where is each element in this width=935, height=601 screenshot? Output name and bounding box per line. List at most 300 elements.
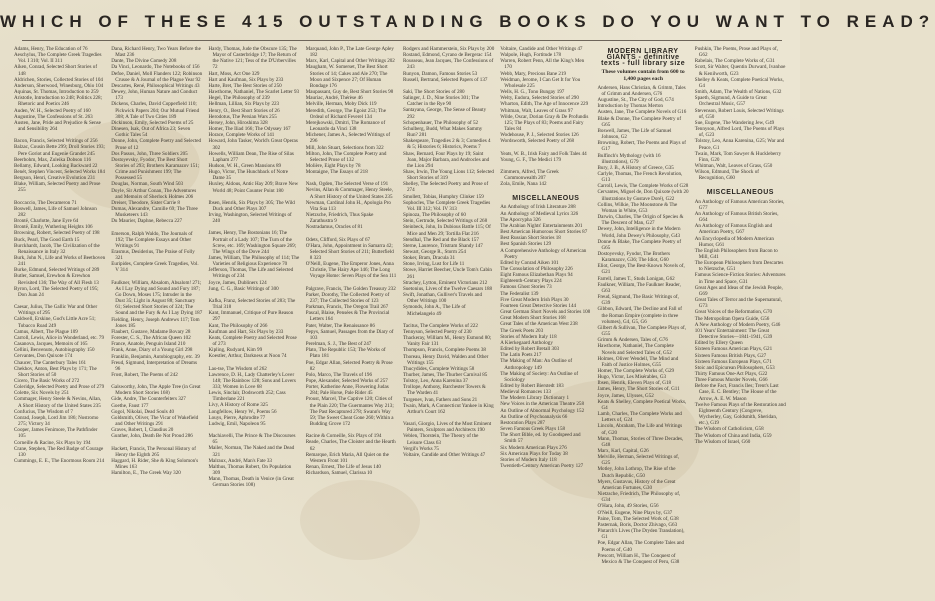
book-entry: Hawthorne, Nathaniel, The Scarlet Letter 93 <box>208 89 300 96</box>
book-entry: Shaw, Irwin, The Young Lions 112; Selected Short Stories of 319 <box>403 168 494 182</box>
book-entry: Stoker, Bram, Dracula 31 <box>403 255 455 262</box>
book-entry: Young, G. F., The Medici 179 <box>500 156 562 163</box>
book-entry: Restoration Plays 287 <box>500 419 545 426</box>
book-entry: Smollett, Tobias, Humphry Clinker 159 <box>403 193 484 200</box>
book-column-6 <box>500 46 591 594</box>
book-entry: Graves, Robert, I, Claudius 20 <box>111 427 174 434</box>
book-entry: Sixteen Famous American Plays, G21 <box>694 346 773 353</box>
book-entry: Howells, William Dean, The Rise of Silas Lapham 277 <box>208 150 294 163</box>
book-entry: Whitman, Walt, Leaves of Grass 97 <box>500 107 573 114</box>
book-entry: Cummings, E. E., The Enormous Room 214 <box>14 458 105 464</box>
book-entry: Machiavelli, The Prince & The Discourses 65 <box>208 433 296 446</box>
book-entry: Seven Famous Greek Plays 158 <box>500 426 566 433</box>
book-entry: Caldwell, Erskine, God's Little Acre 51; Tobacco Road 249 <box>14 316 96 329</box>
book-entry: Hart, Moss, Act One 329 <box>208 70 260 77</box>
book-entry: Hardy, Thomas, Jude the Obscure 135; The Mayor of Casterbridge 17; The Return of the Native 121; Tess of the D'Urbervilles 72 <box>208 46 297 71</box>
book-entry: Hugo, Victor, Les Misérables, G3 <box>597 374 667 381</box>
section-heading: MISCELLANEOUS <box>512 195 580 203</box>
book-entry: Blake, William, Selected Poetry and Prose 255 <box>14 181 101 194</box>
book-entry: New Voices in the American Theatre 258 <box>500 401 584 408</box>
book-entry: Fourteen Great Detective Stories 144 <box>500 302 577 309</box>
book-entry: O'Hara, John, Appointment in Samarra 42; Selected Short Stories of 211; Butterfield 8 323 <box>305 242 394 261</box>
book-entry: Maupassant, Guy de, Best Short Stories 98 <box>305 89 394 96</box>
book-entry: Aldrichen, Stories, Collected Stories of 104 <box>14 76 103 83</box>
book-entry: Cellini, Benvenuto, Autobiography 150 <box>14 347 95 354</box>
book-entry: Conrad, Joseph, Lord Jim 186; Nostromo 275; Victory 34 <box>14 414 99 428</box>
book-entry: A New Anthology of Modern Poetry, G46 <box>694 321 781 328</box>
book-column-8 <box>695 46 786 594</box>
book-entry: Bury, J. B., A History of Greece, G35 <box>597 164 674 171</box>
book-entry: Brontë, Emily, Wuthering Heights 106 <box>14 224 93 231</box>
book-entry: Richardson, Samuel, Clarissa 10 <box>305 470 373 477</box>
book-entry: James, Henry, The Short Stories of, G11 <box>597 386 680 393</box>
book-entry: Maugham, W. Somerset, The Best Short Stories of 14; Cakes and Ale 270; The Moon and Sixpence 27; Of Human Bondage 176 <box>305 64 388 89</box>
book-entry: Gibbon, Edward, The Decline and Fall of the Roman Empire (complete in three volumes), G4, G5, G6 <box>597 306 682 325</box>
book-entry: Thoreau, Henry David, Walden and Other Writings 155 <box>403 353 489 366</box>
book-entry: Caesar, Julius, The Gallic War and Other Writings of 295 <box>14 304 98 317</box>
book-entry: Frank, Anne, Diary of a Young Girl 298 <box>111 347 193 354</box>
book-entry: Dreiser, Theodore, Sister Carrie 8 <box>111 199 180 206</box>
book-entry: Sixteen Famous British Plays, G27 <box>694 352 767 359</box>
book-entry: Lewis, Sinclair, Dodsworth 252; Cass Timberlane 221 <box>208 390 286 403</box>
book-entry: Burke, Edmund, Selected Writings of 289 <box>14 267 100 274</box>
section-heading: MISCELLANEOUS <box>706 189 774 197</box>
book-entry: Mann, Thomas, Stories of Three Decades, G48 <box>597 435 684 448</box>
book-entry: Keats, Complete Poetry and Selected Prose of 273 <box>208 334 297 348</box>
book-entry: Marquand, John P., The Late George Apley 182 <box>305 46 394 59</box>
book-entry: The Metropolitan Opera Guide, G56 <box>694 315 770 322</box>
book-entry: The Wisdom of China and India, G59 <box>694 432 772 439</box>
headline-rule <box>22 40 782 41</box>
book-entry: Marx, Karl, Capital and Other Writings 202 <box>305 58 395 65</box>
book-entry: Paine, Tom, The Selected Work of, G38 <box>597 515 679 522</box>
book-entry: Carroll, Lewis, Alice in Wonderland, etc. 79 <box>14 334 105 341</box>
book-entry: Lamb, Charles, The Complete Works and Letters of, G24 <box>597 411 682 424</box>
book-entry: An Encyclopedia of Modern American Humor, G61 <box>694 235 774 248</box>
book-entry: The English Philosophers from Bacon to Mill, G41 <box>694 247 778 260</box>
book-entry: Melville, Herman, Selected Writings of, G25 <box>597 454 680 467</box>
book-entry: Hackett, Francis, The Personal History of Henry the Eighth 265 <box>111 445 196 458</box>
book-entry: Emerson, Ralph Waldo, The Journals of 192; The Complete Essays and Other Writings 91 <box>111 230 193 249</box>
book-entry: Prescott, William H., The Conquest of Mexico & The Conquest of Peru, G38 <box>597 552 680 565</box>
book-entry: Donne, John, Complete Poetry and Selected Prose of 12 <box>111 138 202 151</box>
book-entry: The Making of Man: An Outline of Anthropology 149 <box>500 358 573 371</box>
book-entry: Longfellow, Henry W., Poems 56 <box>208 408 277 415</box>
book-entry: Malthus, Thomas Robert, On Population 309 <box>208 463 292 476</box>
book-entry: An Outline of Abnormal Psychology 152 <box>500 407 585 414</box>
book-entry: Proust, Marcel, The Captive 120; Cities of the Plain 220; The Guermantes Way 213; The Past Recaptured 278; Swann's Way 59; The Sweet Cheat Gone 260; Within a Budding Grove 172 <box>305 396 394 428</box>
book-entry: Collins, Wilkie, The Moonstone & The Woman in White, G53 <box>597 201 678 214</box>
book-entry: Faulkner, William, Absalom, Absalom! 271; As I Lay Dying and Sound and Fury 187; Go Down, Moses 175; Intruder in the Dust 35; Light in August 88; Sanctuary 61; Selected Short Stories of 324; The Sound and the Fury & As I Lay Dying 187 <box>111 279 203 317</box>
book-entry: Dumas, Alexandre, Camille 69; The Three Musketeers 143 <box>111 206 198 219</box>
book-entry: The Wisdom of Catholicism, G58 <box>694 426 764 433</box>
book-entry: Crane, Stephen, The Red Badge of Courage 130 <box>14 445 104 458</box>
book-entry: Poe, Edgar Allan, The Complete Tales and Poems of, G40 <box>597 540 685 553</box>
book-entry: Darwin, Charles, The Origin of Species & The Descent of Man, G27 <box>597 214 684 227</box>
book-entry: Myers, Gustavus, History of the Great American Fortunes, G30 <box>597 478 676 491</box>
book-entry: Defoe, Daniel, Moll Flanders 122; Robinson Crusoe & A Journal of the Plague Year 92 <box>111 70 203 83</box>
book-entry: Gunther, John, Death Be Not Proud 286 <box>111 433 193 440</box>
book-entry: Austen, Jane, Pride and Prejudice & Sense and Sensibility 264 <box>14 119 101 133</box>
book-entry: Livy, A History of Rome 325 <box>208 402 268 409</box>
book-entry: Dickinson, Emily, Selected Poems of 25 <box>111 119 194 126</box>
book-entry: Sixteen Famous European Plays, G71 <box>694 358 772 365</box>
book-entry: Great Modern Short Stories 168 <box>500 315 566 322</box>
book-entry: Lawrence, D. H., Lady Chatterley's Lover 148; The Rainbow 128; Sons and Lovers 333; Women in Love 68 <box>208 371 296 390</box>
book-entry: Hellman, Lillian, Six Plays by 223 <box>208 101 280 108</box>
book-entry: Plato, The Republic 153; The Works of Plato 181 <box>305 347 386 360</box>
book-entry: Farrell, James T., Studs Lonigan, G62 <box>597 275 675 282</box>
book-entry: Meredith, George, The Egoist 253; The Ordeal of Richard Feverel 134 <box>305 107 386 120</box>
book-entry: Galsworthy, John, The Apple Tree (in Great Modern Short Stories 168) <box>111 384 201 397</box>
book-entry: Stowe, Harriet Beecher, Uncle Tom's Cabin 261 <box>403 267 492 280</box>
book-entry: Newman, Cardinal John H., Apologia Pro Vita Sua 113 <box>305 199 391 212</box>
book-entry: Zola, Emile, Nana 142 <box>500 181 547 188</box>
book-entry: Dostoyevsky, Fyodor, The Best Short Stories of 293; Brothers Karamazov 151; Crime and Punishment 199; The Possessed 55 <box>111 156 200 182</box>
book-entry: Pater, Walter, The Renaissance 86 <box>305 322 375 329</box>
book-entry: Burckhardt, Jacob, The Civilization of the Renaissance in Italy 32 <box>14 242 100 255</box>
book-entry: Lao-tse, The Wisdom of 262 <box>208 365 267 372</box>
spacer <box>500 187 591 193</box>
book-column-5 <box>403 46 494 594</box>
book-entry: Stone, Irving, Lust for Life 11 <box>403 261 465 268</box>
book-entry: Adams, Henry, The Education of 76 <box>14 46 88 52</box>
book-entry: Pascal, Blaise, Pensées & The Provincial Letters 164 <box>305 310 390 323</box>
book-entry: Rabelais, The Complete Works of, G31 <box>694 58 775 65</box>
book-entry: O'Neill, Eugene, Nine Plays by, G37 <box>597 509 673 516</box>
book-entry: Great Tales of the American West 238 <box>500 321 578 328</box>
book-entry: Stein, Gertrude, Selected Writings of 268 <box>403 218 488 225</box>
book-entry: Turgenev, Ivan, Fathers and Sons 21 <box>403 396 478 403</box>
book-entry: Hegel, The Philosophy of 239 <box>208 95 270 102</box>
book-entry: Five Great Modern Irish Plays 30 <box>500 296 569 303</box>
book-entry: The Making of Society: An Outline of Sociology <box>500 370 579 383</box>
book-entry: Nash, Ogden, The Selected Verse of 191 <box>305 181 389 188</box>
book-entry: Mailer, Norman, The Naked and the Dead 321 <box>208 445 295 458</box>
book-entry: Veblen, Thorstein, The Theory of the Leisure Class 63 <box>403 433 479 446</box>
book-entry: Dewey, John, Intelligence in the Modern World, John Dewey's Philosophy, G43 <box>597 226 681 239</box>
book-entry: The European Philosophers from Descartes to Nietzsche, G51 <box>694 260 784 273</box>
book-entry: An Anthology of Famous English and American Poetry, G67 <box>694 223 773 236</box>
book-entry: Russell, Bertrand, Selected Papers of 137 <box>403 76 488 83</box>
book-entry: A Kierkegaard Anthology <box>500 339 553 346</box>
book-entry: Colette, Six Novels by 251 <box>14 390 70 397</box>
book-entry: Edited by Conrad Aiken 101 <box>500 259 559 266</box>
book-entry: Faulkner, William, The Faulkner Reader, G63 <box>597 281 681 294</box>
book-entry: Walpole, Hugh, Fortitude 178 <box>500 52 562 59</box>
book-entry: Koestler, Arthur, Darkness at Noon 74 <box>208 353 287 360</box>
book-entry: Tolstoy, Leo, Anna Karenina 37 <box>403 378 468 385</box>
book-entry: Medieval Romances 133 <box>500 389 551 396</box>
book-entry: Edited by Robert Bretall 303 <box>500 346 560 353</box>
book-entry: Aeschylus, The Complete Greek Tragedies Vol. I 310; Vol. II 311 <box>14 52 102 65</box>
book-entry: The Wisdom of Israel, G60 <box>694 438 751 445</box>
book-entry: Fielding, Henry, Joseph Andrews 117; Tom Jones 185 <box>111 316 200 329</box>
book-entry: Bulfinch's Mythology (with 16 illustrations), G79 <box>597 152 661 165</box>
book-entry: Renan, Ernest, The Life of Jesus 140 <box>305 464 381 470</box>
book-entry: Best Russian Short Stories 18 <box>500 235 561 242</box>
book-entry: Cervantes, Miguel de, Don Quixote (with 20 illustrations by Gustave Doré), G22 <box>597 189 689 202</box>
book-entry: Aquinas, St. Thomas, Introduction to 259 <box>14 89 99 96</box>
book-entry: Kant, The Philosophy of 266 <box>208 322 268 329</box>
book-entry: Augustine, The Confessions of St. 263 <box>14 113 93 120</box>
book-entry: Byron, Lord, The Selected Poetry of 195; Don Juan 24 <box>14 285 99 298</box>
book-entry: Chekhov, Anton, Best Plays by 171; The Short Stories of 50 <box>14 365 97 378</box>
book-entry: Boswell, James, Life of Samuel Johnson 282 <box>14 205 97 218</box>
book-column-2 <box>111 46 202 594</box>
page-headline: WHICH OF THESE 415 OUTSTANDING BOOKS DO YOU WANT TO READ? <box>0 12 935 31</box>
book-entry: Hart and Kaufman, Six Plays by 233 <box>208 76 284 83</box>
book-entry: Hersey, John, Hiroshima 328 <box>208 119 268 126</box>
book-entry: Goethe, Faust 177 <box>111 402 149 409</box>
book-entry: Wodehouse, P. J., Selected Stories 126 <box>500 132 579 139</box>
book-entry: Rostand, Edmond, Cyrano de Bergerac 154 <box>403 52 492 59</box>
book-entry: Flaubert, Gustave, Madame Bovary 28 <box>111 328 191 335</box>
book-entry: Buck, Pearl, The Good Earth 15 <box>14 236 80 243</box>
book-entry: Salinger, J. D., Nine Stories 301; The Catcher in the Rye 90 <box>403 95 480 108</box>
book-entry: Aristotle, Introduction to 248; Politics 228; Rhetoric and Poetics 246 <box>14 95 103 108</box>
book-entry: Thackeray, William M., Henry Esmond 80; Vanity Fair 131 <box>403 335 492 348</box>
book-entry: Confucius, The Wisdom of 7 <box>14 408 73 415</box>
book-entry: Nietzsche, Friedrich, The Philosophy of, G34 <box>597 491 681 504</box>
book-entry: Thucydides, Complete Writings 58 <box>403 365 475 372</box>
book-entry: Voltaire, Candide and Other Writings 47 <box>403 451 486 458</box>
book-entry: The Short Bible, ed. by Goodspeed and Smith 57 <box>500 432 581 445</box>
book-entry: Whitman, Walt, Leaves of Grass, G50 <box>694 162 773 169</box>
book-entry: Best Spanish Stories 129 <box>500 241 552 248</box>
book-entry: Holmes, Oliver Wendell, The Mind and Faith of Justice Holmes, G55 <box>597 355 679 368</box>
book-entry: Twentieth-Century American Poetry 127 <box>500 463 584 469</box>
book-entry: Ludwig, Emil, Napoleon 95 <box>208 420 266 427</box>
book-entry: Joyce, James, Ulysses, G52 <box>597 392 654 399</box>
book-entry: Carroll, Lewis, The Complete Works of G28 <box>597 183 689 190</box>
book-entry: Nevins, Allan & Commager, Henry Steele, A Short History of the United States 235 <box>305 187 393 200</box>
book-entry: Poe, Edgar Allan, Selected Poetry & Prose 82 <box>305 359 393 372</box>
book-entry: Porter, Katherine Anne, Flowering Judas 284; Pale Horse, Pale Rider 45 <box>305 384 389 397</box>
book-entry: An Anthology of Famous British Stories, G64 <box>694 210 779 224</box>
book-entry: Odets, Clifford, Six Plays of 67 <box>305 236 371 243</box>
book-entry: Molière, Eight Plays by 78 <box>305 162 361 169</box>
book-entry: Douglas, Norman, South Wind 503 <box>111 181 184 188</box>
book-entry: Jung, C. G., Basic Writings of 300 <box>208 285 279 292</box>
book-entry: Anderson, Sherwood, Winesburg, Ohio 104 <box>14 82 104 89</box>
book-entry: Swift, Jonathan, Gulliver's Travels and Other Writings 100 <box>403 292 483 305</box>
book-entry: Harte, Bret, The Best Stories of 250 <box>208 82 282 89</box>
book-entry: Andersen, Hans Christian, & Grimm, Tales of Grimm and Andersen, G76 <box>597 84 686 97</box>
book-entry: Bacon, Francis, Selected Writings of 256 <box>14 138 98 145</box>
book-entry: Perelman, S. J., The Best of 247 <box>305 341 372 348</box>
book-entry: James, Henry, The Bostonians 16; The Portrait of a Lady 107; The Turn of the Screw, etc. 169; Washington Square 269; The Wings of the Dove 244 <box>208 230 297 255</box>
book-entry: The Modern Library Dictionary 1 <box>500 395 569 402</box>
book-entry: Brontë, Charlotte, Jane Eyre 64 <box>14 218 79 225</box>
book-entry: Du Maurier, Daphne, Rebecca 227 <box>111 218 183 225</box>
book-entry: Austen, Jane, The Complete Novels of G16 <box>597 109 687 116</box>
book-entry: Twain, Mark, A Connecticut Yankee in King Arthur's Court 162 <box>403 402 494 415</box>
book-entry: Sue, Eugene, The Wandering Jew, G49 <box>694 119 775 126</box>
book-entry: Corneille & Racine, Six Plays by 194 <box>14 439 91 446</box>
book-entry: Goldsmith, Oliver, The Vicar of Wakefield and Other Writings 291 <box>111 414 199 428</box>
book-entry: Grimm & Andersen, Tales of, G76 <box>597 337 668 344</box>
book-entry: An Anthology of Medieval Lyrics 326 <box>500 210 579 217</box>
book-entry: Gide, Andre, The Counterfeiters 327 <box>111 396 186 403</box>
book-entry: Wilde, Oscar, Dorian Gray & De Profundis 125; The Plays of 83; Poems and Fairy Tales 84 <box>500 113 589 133</box>
book-entry: Strachey, Lytton, Eminent Victorians 212 <box>403 279 488 286</box>
book-entry: Cicero, The Basic Works of 272 <box>14 377 80 384</box>
spacer <box>695 181 786 187</box>
book-entry: Frost, Robert, The Poems of 242 <box>111 371 178 378</box>
book-entry: Mauriac, André, Thérèse 46 <box>305 95 363 102</box>
book-entry: Boswell, James, The Life of Samuel Johnson, G2 <box>597 127 672 141</box>
book-entry: Hawthorne, Nathaniel, The Complete Novels and Selected Tales of, G52 <box>597 343 674 356</box>
book-entry: Trollope, Anthony, Barchester Towers & The Warden 41 <box>403 384 486 397</box>
book-entry: Dinesen, Isak, Out of Africa 23; Seven Gothic Tales 54 <box>111 126 191 139</box>
book-entry: Joyce, James, Dubliners 124 <box>208 279 267 286</box>
book-entry: Mann, Thomas, Death in Venice (in Great German Stories 108) <box>208 476 294 489</box>
book-entry: Shakespeare, Tragedies 2 & 3; Comedies 4 & 5; Histories 6; Historics, Poems 7 <box>403 138 491 151</box>
book-entry: Dos Passos, John, Three Soldiers 205 <box>111 150 188 157</box>
book-entry: Pope, Alexander, Selected Works of 257 <box>305 377 388 384</box>
book-entry: Saki, The Short Stories of 280 <box>403 88 465 95</box>
book-entry: Thurber, James, The Thurber Carnival 85 <box>403 371 488 378</box>
book-entry: Tennyson, Alfred Lord, The Poems of Plays of, G23 <box>694 126 785 139</box>
book-entry: Mill, John Stuart, Selections from 322 <box>305 144 384 151</box>
book-entry: Steinbeck, John, In Dubious Battle 115; Of Mice and Men 29; Tortilla Flat 216 <box>403 224 491 237</box>
book-entry: Tacitus, The Complete Works of 222 <box>403 322 478 329</box>
book-entry: Gilbert & Sullivan, The Complete Plays of, G55 <box>597 324 686 338</box>
book-entry: Kipling, Rudyard, Kim 99 <box>208 347 263 354</box>
book-entry: Howard, John Tasker, World's Great Operas 302 <box>208 138 298 151</box>
book-entry: O'Hara, John, 49 Stories, G56 <box>597 503 659 510</box>
book-entry: The Consolation of Philosophy 226 <box>500 266 573 272</box>
book-entry: Wells, H. G., Tono Bungay 197 <box>500 89 565 96</box>
book-entry: Bellamy, Edward, Looking Backward 22 <box>14 162 98 169</box>
book-entry: Freud, Sigmund, Interpretation of Dreams 96 <box>111 359 197 372</box>
book-entry: 101 Years' Entertainment: The Great Detective Stories—1841-1941, G39 <box>694 327 773 341</box>
book-entry: Palgrave, Francis, The Golden Treasury 232 <box>305 285 396 292</box>
book-entry: Milton, John, The Complete Poetry and Selected Prose of 132 <box>305 150 387 163</box>
book-entry: Famous Ghost Stories 73 <box>500 284 552 291</box>
book-entry: Hugo, Victor, The Hunchback of Notre Dame 35 <box>208 169 289 182</box>
book-entry: Famous Science-Fiction Stories: Adventures in Time and Space, G31 <box>694 272 786 285</box>
book-entry: Carlyle, Thomas, The French Revolution, G13 <box>597 170 683 184</box>
book-entry: Hudson, W. H., Green Mansions 89 <box>208 162 282 169</box>
book-entry: Doyle, Sir Arthur Conan, The Adventures and Memoirs of Sherlock Holmes 206 <box>111 187 197 200</box>
book-entry: The Arabian Nights' Entertainments 201 <box>500 222 583 229</box>
book-entry: Erasmus, Desiderius, The Praise of Folly 321 <box>111 249 195 262</box>
book-entry: Jefferson, Thomas, The Life and Selected Writings of 234 <box>208 267 294 280</box>
book-entry: Homer, The Iliad 166; The Odyssey 167 <box>208 126 291 133</box>
book-entry: Browning, Robert, The Poems and Plays of G17 <box>597 140 686 153</box>
book-entry: Sophocles, The Complete Greek Tragedies Vol. III 312; Vol. IV 313 <box>403 199 491 212</box>
book-entry: Homer, The Complete Works of, G29 <box>597 367 675 374</box>
book-entry: Butler, Samuel, Erewhon & Erewhon Revisited 136; The Way of All Flesh 13 <box>14 273 99 286</box>
book-entry: Coleridge, Selected Poetry and Prose of 279 <box>14 384 105 391</box>
book-entry: Parkman, Francis, The Oregon Trail 267 <box>305 304 389 311</box>
book-entry: Stories of Modern Italy 118 <box>500 456 557 463</box>
book-entry: Euripides, Complete Greek Tragedies, Vol. V 314 <box>111 261 199 274</box>
book-entry: Aiken, Conrad, Selected Short Stories of 148 <box>14 64 98 77</box>
book-entry: Kafka, Franz, Selected Stories of 283; The Trial 318 <box>208 297 296 311</box>
book-entry: Voltaire, Candide and Other Writings 47 <box>500 46 583 52</box>
book-entry: Commager, Henry Steele & Nevins, Allan, A Short History of the United States 235 <box>14 396 102 409</box>
book-entry: Irving, Washington, Selected Writings of 240 <box>208 212 292 225</box>
book-entry: An Anthology of Irish Literature 288 <box>500 204 576 211</box>
book-entry: Franklin, Benjamin, Autobiography, etc. 39 <box>111 353 200 360</box>
book-entry: Nietzsche, Friedrich, Thus Spake Zarathustra 9 <box>305 212 374 225</box>
book-entry: Vasari, Giorgio, Lives of the Most Eminent Painters, Sculptors and Architects 190 <box>403 421 492 434</box>
book-entry: The Greek Poets 203 <box>500 327 544 334</box>
book-entry: Schopenhauer, The Philosophy of 52 <box>403 119 479 126</box>
book-entry: Great Ages and Ideas of the Jewish People, G69 <box>694 284 783 297</box>
book-entry: Motley, John Lothrop, The Rise of the Dutch Republic, G50 <box>597 466 676 479</box>
book-entry: Eliot, George, The Best-Known Novels of, G21 <box>597 263 685 276</box>
book-entry: Freud, Sigmund, The Basic Writings of, G39 <box>597 294 679 307</box>
book-entry: Browning, Robert, Selected Poetry of 198 <box>14 230 100 237</box>
book-entry: Melville, Herman, Moby Dick 119 <box>305 101 377 108</box>
book-entry: An Anthology of Famous American Stories, G77 <box>694 198 785 211</box>
book-entry: Eighteenth-Century Plays 224 <box>500 278 562 285</box>
book-entry: Pepys, Samuel, Passages from the Diary of 103 <box>305 328 394 341</box>
book-entry: Thirty Famous One-Act Plays, G22 <box>694 370 768 377</box>
book-entry: Pushkin, The Poems, Prose and Plays of, G62 <box>694 46 778 59</box>
book-entry: Forester, C. S., The African Queen 102 <box>111 335 191 342</box>
book-entry: Tolstoy, Leo, Anna Karenina, G25; War and Peace, G1 <box>694 138 785 151</box>
book-entry: Rodgers and Hammerstein, Six Plays by 200 <box>403 46 495 52</box>
book-entry: Camus, Albert, The Plague 109 <box>14 328 78 335</box>
book-entry: Huxley, Aldous, Antic Hay 209; Brave New World 48; Point Counter Point 180 <box>208 181 299 194</box>
book-entry: Burk, John N., Life and Works of Beethoven 241 <box>14 255 106 268</box>
book-entry: The Latin Poets 217 <box>500 352 542 359</box>
book-entry: Webb, Mary, Precious Bane 219 <box>500 70 566 77</box>
book-entry: The Apocrypha 326 <box>500 216 541 223</box>
book-entry: Parker, Dorothy, The Collected Poetry of 237; The Collected Stories of 123 <box>305 291 390 304</box>
book-entry: Kaufman and Hart, Six Plays by 233 <box>208 328 284 335</box>
book-entry: Montaigne, The Essays of 218 <box>305 169 368 176</box>
book-entry: Stories of Modern Italy 118 <box>500 333 557 340</box>
book-entry: Smith, Adam, The Wealth of Nations, G32 <box>694 89 782 96</box>
book-entry: Shelley, The Selected Poetry and Prose of 274 <box>403 181 489 194</box>
book-entry: Descartes, René, Philosophical Writings 43 <box>111 82 200 89</box>
book-entry: Runyon, Damon, Famous Stories 53 <box>403 70 478 77</box>
book-entry: Henry, O., Best Short Stories of 26 <box>208 107 280 114</box>
book-entry: Pasternak, Boris, Doctor Zhivago, G63 <box>597 521 678 528</box>
book-entry: Dickens, Charles, David Copperfield 110; Pickwick Papers 204; Our Mutual Friend 308; A Tale of Two Cities 189 <box>111 101 200 120</box>
book-entry: Horace, Complete Works of 141 <box>208 132 275 139</box>
book-entry: Great German Short Novels and Stories 108 <box>500 309 591 316</box>
book-entry: Warren, Robert Penn, All the King's Men 170 <box>500 58 585 71</box>
book-entry: Kant, Immanuel, Critique of Pure Reason 297 <box>208 310 294 323</box>
book-entry: The Federalist 139 <box>500 290 539 297</box>
book-entry: Blake & Donne, The Complete Poetry of G65 <box>597 115 682 128</box>
book-entry: Benét, Stephen Vincent, Selected Works 184 <box>14 168 105 175</box>
book-entry: Remarque, Erich Maria, All Quiet on the Western Front 101 <box>305 451 389 464</box>
book-entry: Before the Fact, Francis Iles; Trent's Last Case, E. C. Bentley; The House of the Arrow, A. E. W. Mason <box>694 383 779 402</box>
book-entry: Merejkowski, Dmitri, The Romance of Leonardo da Vinci 138 <box>305 119 386 133</box>
book-column-3 <box>209 46 300 594</box>
book-entry: Great Voices of the Reformation, G70 <box>694 309 773 316</box>
book-entry: Beerbohm, Max, Zuleika Dobson 116 <box>14 156 92 163</box>
book-entry: Twain, Mark, Tom Sawyer & Huckleberry Finn, G20 <box>694 150 782 163</box>
book-entry: Spaeth, Sigmund, A Guide to Great Orchestral Music, G57 <box>694 95 767 108</box>
book-entry: Introduction by Thomas Merton <box>597 103 663 110</box>
book-entry: Vergil's Works 75 <box>403 445 439 452</box>
book-entry: Stevenson, Robert Louis, Selected Writings of, G50 <box>694 107 784 120</box>
book-entry: Six Modern American Plays 276 <box>500 444 567 451</box>
book-entry: Augustine, St., The City of God, G74 <box>597 97 674 104</box>
book-entry: Dante, The Divine Comedy 208 <box>111 58 177 65</box>
book-entry: Ibsen, Henrik, Six Plays by 305; The Wild Duck and Other Plays 307 <box>208 199 295 212</box>
book-entry: Michener, James A., Selected Writings of 296 <box>305 132 391 145</box>
